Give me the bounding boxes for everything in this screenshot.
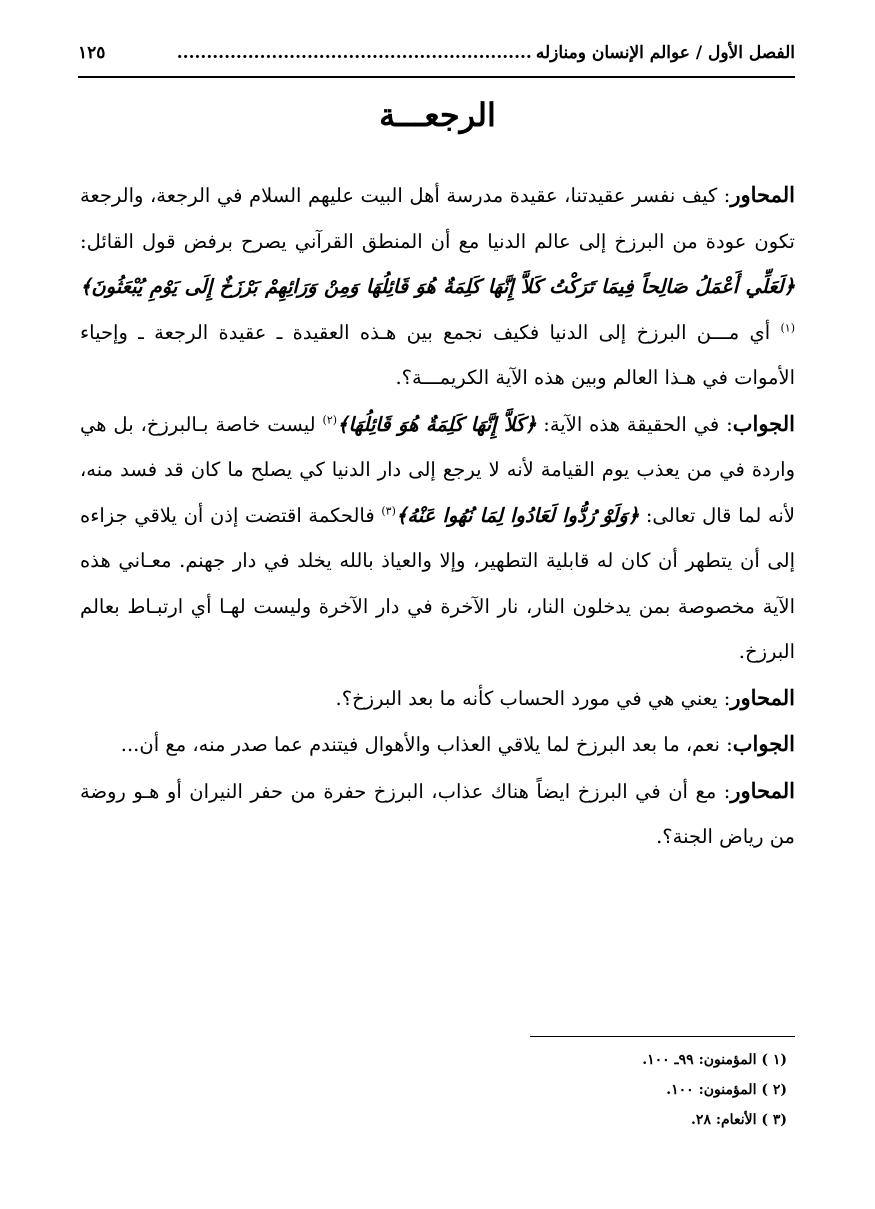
footnote-ref: (٢)	[322, 413, 338, 426]
dialogue-paragraph	[80, 768, 795, 860]
speaker-label: الجواب	[732, 731, 795, 756]
dialogue-paragraph	[80, 401, 795, 675]
body-text	[80, 172, 795, 860]
paragraph-text: ليست خاصة بـالبرزخ، بل هي واردة في من يعذب يوم القيامة لأنه لا يرجع إلى دار الدنيا كي يصلح ما كان قد فسد منه، لأنه لما قال تعالى:	[80, 412, 795, 527]
paragraph-text: : مع أن في البرزخ ايضاً هناك عذاب، البرزخ حفرة من حفر النيران أو هـو روضة من رياض الجنة؟.	[80, 779, 795, 848]
footnote-ref: (٣)	[381, 504, 396, 517]
footnote-ref: (١)	[780, 321, 795, 334]
speaker-label: المحاور	[730, 777, 795, 803]
running-title: الفصل الأول / عوالم الإنسان ومنازله	[535, 43, 795, 63]
footnote-2: (٢ ) المؤمنون: ١٠٠.	[666, 1082, 787, 1098]
paragraph-text: أي مـــن البرزخ إلى الدنيا فكيف نجمع بين هـذه العقيدة ـ عقيدة الرجعة ـ وإحياء الأموات في هـذا العالم وبين هذه الآية الكريمـــة؟.	[80, 320, 795, 389]
quran-verse: ﴿لَعَلِّي أَعْمَلُ صَالِحاً فِيمَا تَرَكْتُ كَلاَّ إِنَّهَا كَلِمَةٌ هُوَ قَائِلُهَا وَمِنْ وَرَائِهِمْ بَرْزَخٌ إِلَى يَوْمِ يُبْعَثُونَ﴾	[80, 275, 795, 298]
speaker-label: المحاور	[730, 182, 795, 207]
dialogue-paragraph	[80, 675, 795, 722]
footnotes	[80, 1045, 787, 1135]
speaker-label: الجواب	[732, 410, 795, 436]
dialogue-paragraph	[80, 172, 795, 401]
footnote-1: (١ ) المؤمنون: ٩٩ـ ١٠٠.	[642, 1052, 787, 1068]
footnote-3: (٣ ) الأنعام: ٢٨.	[691, 1112, 787, 1128]
paragraph-text: : كيف نفسر عقيدتنا، عقيدة مدرسة أهل البيت عليهم السلام في الرجعة، والرجعة تكون عودة من البرزخ إلى عالم الدنيا مع أن المنطق القرآني يصرح برفض قول القائل:	[80, 184, 795, 253]
footnote-separator	[530, 1036, 795, 1037]
paragraph-text: فالحكمة اقتضت إذن أن يلاقي جزاءه إلى أن يتطهر أن كان له قابلية التطهير، وإلا والعياذ بالله يخلد في دار جهنم. معـاني هذه الآية مخصوصة بمن يدخلون النار، نار الآخرة في دار الآخرة وليست لهـا أي ارتبـاط بعالم البرزخ.	[80, 503, 795, 663]
paragraph-text: : في الحقيقة هذه الآية:	[536, 412, 733, 436]
speaker-label: المحاور	[730, 684, 795, 710]
paragraph-text: : يعني هي في مورد الحساب كأنه ما بعد البرزخ؟.	[335, 686, 731, 710]
quran-verse: ﴿كَلاَّ إِنَّهَا كَلِمَةٌ هُوَ قَائِلُهَا﴾	[337, 412, 537, 436]
section-title: الرجعـــة	[379, 96, 496, 134]
header-dots: ............................................................	[176, 43, 532, 63]
paragraph-text: : نعم، ما بعد البرزخ لما يلاقي العذاب والأهوال فيتندم عما صدر منه، مع أن...	[120, 733, 733, 756]
quran-verse: ﴿وَلَوْ رُدُّوا لَعَادُوا لِمَا نُهُوا عَنْهُ﴾	[395, 503, 640, 527]
page-number: ١٢٥	[78, 43, 106, 63]
dialogue-paragraph	[80, 721, 795, 768]
running-header	[78, 36, 795, 78]
